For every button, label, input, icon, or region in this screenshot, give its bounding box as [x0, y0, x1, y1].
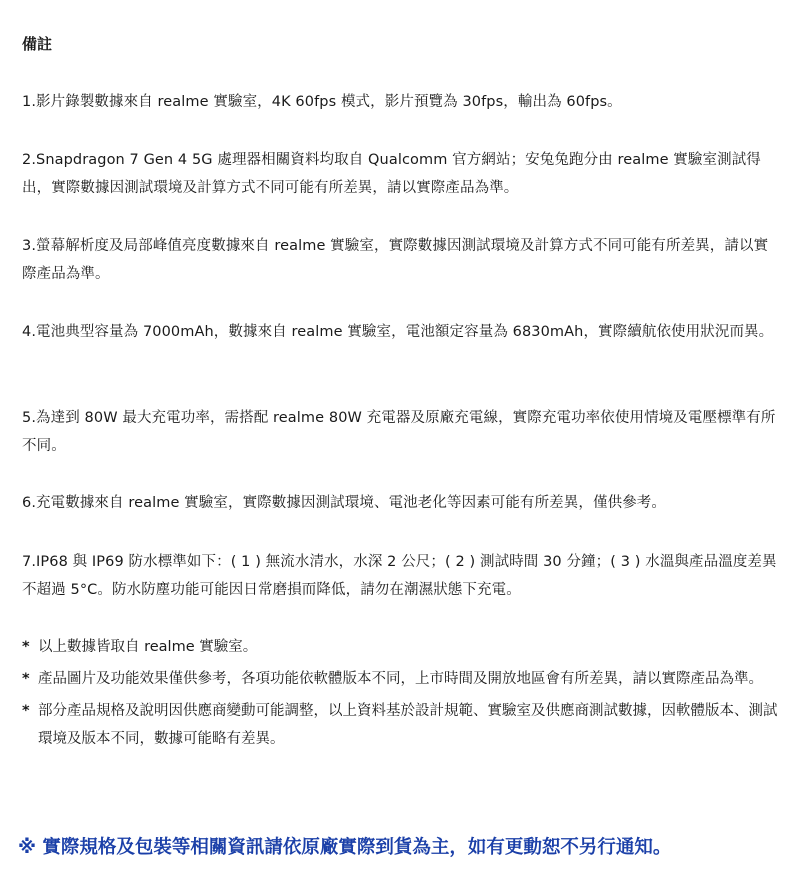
bullet-text: 以上數據皆取自 realme 實驗室。: [38, 639, 258, 655]
list-item: [22, 665, 782, 693]
note-6: 6.充電數據來自 realme 實驗室，實際數據因測試環境、電池老化等因素可能有所差異，僅供參考。: [22, 495, 666, 511]
note-3: 3.螢幕解析度及局部峰值亮度數據來自 realme 實驗室，實際數據因測試環境及計算方式不同可能有所差異，請以實際產品為準。: [22, 238, 769, 282]
bullet-list: [22, 633, 782, 757]
bullet-text: 部分產品規格及說明因供應商變動可能調整，以上資料基於設計規範、實驗室及供應商測試數據，因軟體版本、測試環境及版本不同，數據可能略有差異。: [38, 703, 778, 747]
asterisk-icon: *: [22, 671, 30, 687]
note-2: 2.Snapdragon 7 Gen 4 5G 處理器相關資料均取自 Qualcomm 官方網站；安兔兔跑分由 realme 實驗室測試得出，實際數據因測試環境及計算方式不同可能有所差異，請以實際產品為準。: [22, 152, 761, 196]
note-1: 1.影片錄製數據來自 realme 實驗室，4K 60fps 模式，影片預覽為 30fps，輸出為 60fps。: [22, 94, 622, 110]
asterisk-icon: *: [22, 639, 30, 655]
asterisk-icon: *: [22, 703, 30, 719]
note-5: 5.為達到 80W 最大充電功率，需搭配 realme 80W 充電器及原廠充電線，實際充電功率依使用情境及電壓標準有所不同。: [22, 410, 776, 454]
list-item: [22, 633, 782, 661]
bullet-text: 產品圖片及功能效果僅供參考，各項功能依軟體版本不同，上市時間及開放地區會有所差異，請以實際產品為準。: [38, 671, 763, 687]
list-item: [22, 697, 782, 753]
note-7: 7.IP68 與 IP69 防水標準如下：( 1 ) 無流水清水，水深 2 公尺；( 2 ) 測試時間 30 分鐘；( 3 ) 水溫與產品溫度差異不超過 5°C。防水防塵功能可能因日常磨損而降低，請勿在潮濕狀態下充電。: [22, 554, 777, 598]
footer-notice: ※ 實際規格及包裝等相關資訊請依原廠實際到貨為主，如有更動恕不另行通知。: [18, 837, 672, 858]
notes-heading: 備註: [22, 35, 53, 53]
note-4: 4.電池典型容量為 7000mAh，數據來自 realme 實驗室，電池額定容量為 6830mAh，實際續航依使用狀況而異。: [22, 324, 774, 340]
